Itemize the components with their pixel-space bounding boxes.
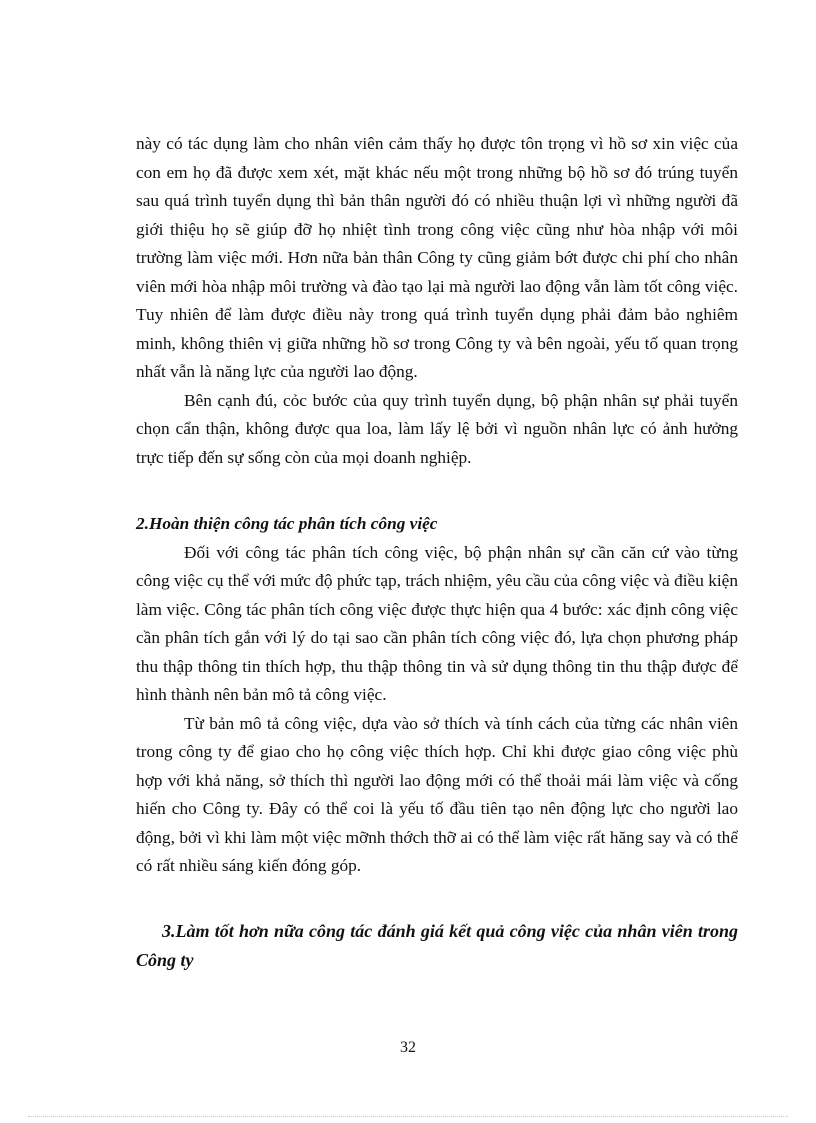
- paragraph-job-analysis: Đối với công tác phân tích công việc, bộ phận nhân sự cần căn cứ vào từng công việc cụ thể với mức độ phức tạp, trách nhiệm, yêu cầu của công việc và điều kiện làm việc. Công tác phân tích công việc được thực hiện qua 4 bước: xác định công việc cần phân tích gắn với lý do tại sao cần phân tích công việc đó, lựa chọn phương pháp thu thập thông tin thích hợp, thu thập thông tin và sử dụng thông tin thu thập được để hình thành nên bản mô tả công việc.: [136, 542, 738, 704]
- section-heading-performance-evaluation: 3.Làm tốt hơn nữa công tác đánh giá kết quả công việc của nhân viên trong Công ty: [136, 920, 738, 970]
- paragraph-recruitment-process: Bên cạnh đú, cỏc bước của quy trình tuyển dụng, bộ phận nhân sự phải tuyển chọn cẩn thận, không được qua loa, làm lấy lệ bởi vì nguồn nhân lực có ảnh hưởng trực tiếp đến sự sống còn của mọi doanh nghiệp.: [136, 390, 738, 467]
- page-number: 32: [400, 1039, 416, 1056]
- paragraph-job-description: Từ bản mô tả công việc, dựa vào sở thích và tính cách của từng các nhân viên trong công ty để giao cho họ công việc thích hợp. Chỉ khi được giao công việc phù hợp với khả năng, sở thích thì người lao động mới có thể thoải mái làm việc và cống hiến cho Công ty. Đây có thể coi là yếu tố đầu tiên tạo nên động lực cho người lao động, bởi vì khi làm một việc mỡnh thớch thỡ ai có thể làm việc rất hăng say và có thể có rất nhiều sáng kiến đóng góp.: [136, 713, 738, 875]
- section-heading-job-analysis: 2.Hoàn thiện công tác phân tích công việc: [136, 514, 438, 533]
- page-content: [136, 130, 738, 975]
- footer-divider: [28, 1116, 788, 1117]
- paragraph-continuation: này có tác dụng làm cho nhân viên cảm thấy họ được tôn trọng vì hồ sơ xin việc của con em họ đã được xem xét, mặt khác nếu một trong những bộ hồ sơ đó trúng tuyển sau quá trình tuyển dụng thì bản thân người đó có nhiều thuận lợi vì những người đã giới thiệu họ sẽ giúp đỡ họ nhiệt tình trong công việc cũng như hòa nhập với môi trường làm việc mới. Hơn nữa bản thân Công ty cũng giảm bớt được chi phí cho nhân viên mới hòa nhập môi trường và đào tạo lại mà người lao động vẫn làm tốt công việc. Tuy nhiên để làm được điều này trong quá trình tuyển dụng phải đảm bảo nghiêm minh, không thiên vị giữa những hồ sơ trong Công ty và bên ngoài, yếu tố quan trọng nhất vẫn là năng lực của người lao động.: [136, 134, 738, 381]
